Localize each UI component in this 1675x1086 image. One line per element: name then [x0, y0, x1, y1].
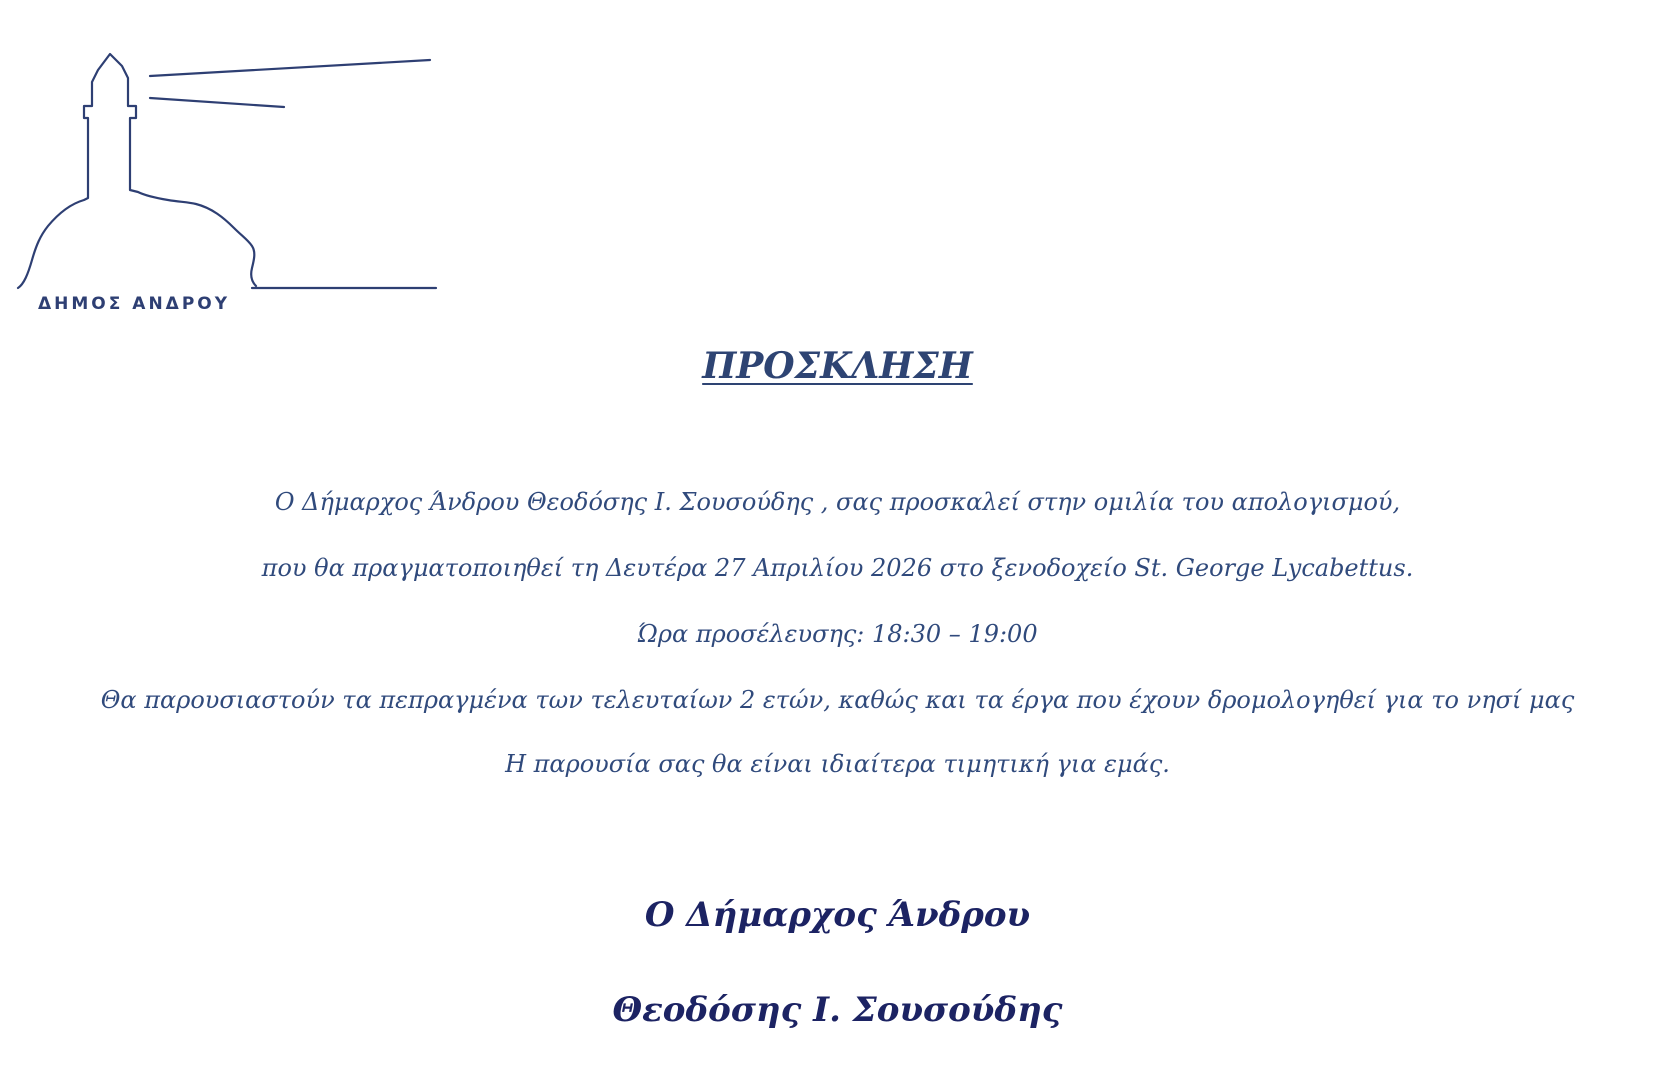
page-title: ΠΡΟΣΚΛΗΣΗ	[702, 345, 973, 387]
logo-text: ΔΗΜΟΣ ΑΝΔΡΟΥ	[38, 294, 231, 314]
invitation-line-1: Ο Δήμαρχος Άνδρου Θεοδόσης Ι. Σουσούδης , σας προσκαλεί στην ομιλία του απολογισμού,	[274, 488, 1401, 516]
signature-role: Ο Δήμαρχος Άνδρου	[644, 895, 1031, 935]
invitation-line-2: που θα πραγματοποιηθεί τη Δευτέρα 27 Απριλίου 2026 στο ξενοδοχείο St. George Lycabettus.	[261, 554, 1414, 582]
invitation-time: Ώρα προσέλευσης: 18:30 – 19:00	[637, 620, 1038, 648]
signature-name: Θεοδόσης Ι. Σουσούδης	[612, 990, 1063, 1030]
invitation-line-5: Η παρουσία σας θα είναι ιδιαίτερα τιμητική για εμάς.	[505, 750, 1170, 778]
lighthouse-icon	[16, 48, 476, 318]
invitation-line-4: Θα παρουσιαστούν τα πεπραγμένα των τελευταίων 2 ετών, καθώς και τα έργα που έχουν δρομολογηθεί για το νησί μας	[100, 686, 1575, 714]
municipality-logo	[16, 48, 476, 318]
